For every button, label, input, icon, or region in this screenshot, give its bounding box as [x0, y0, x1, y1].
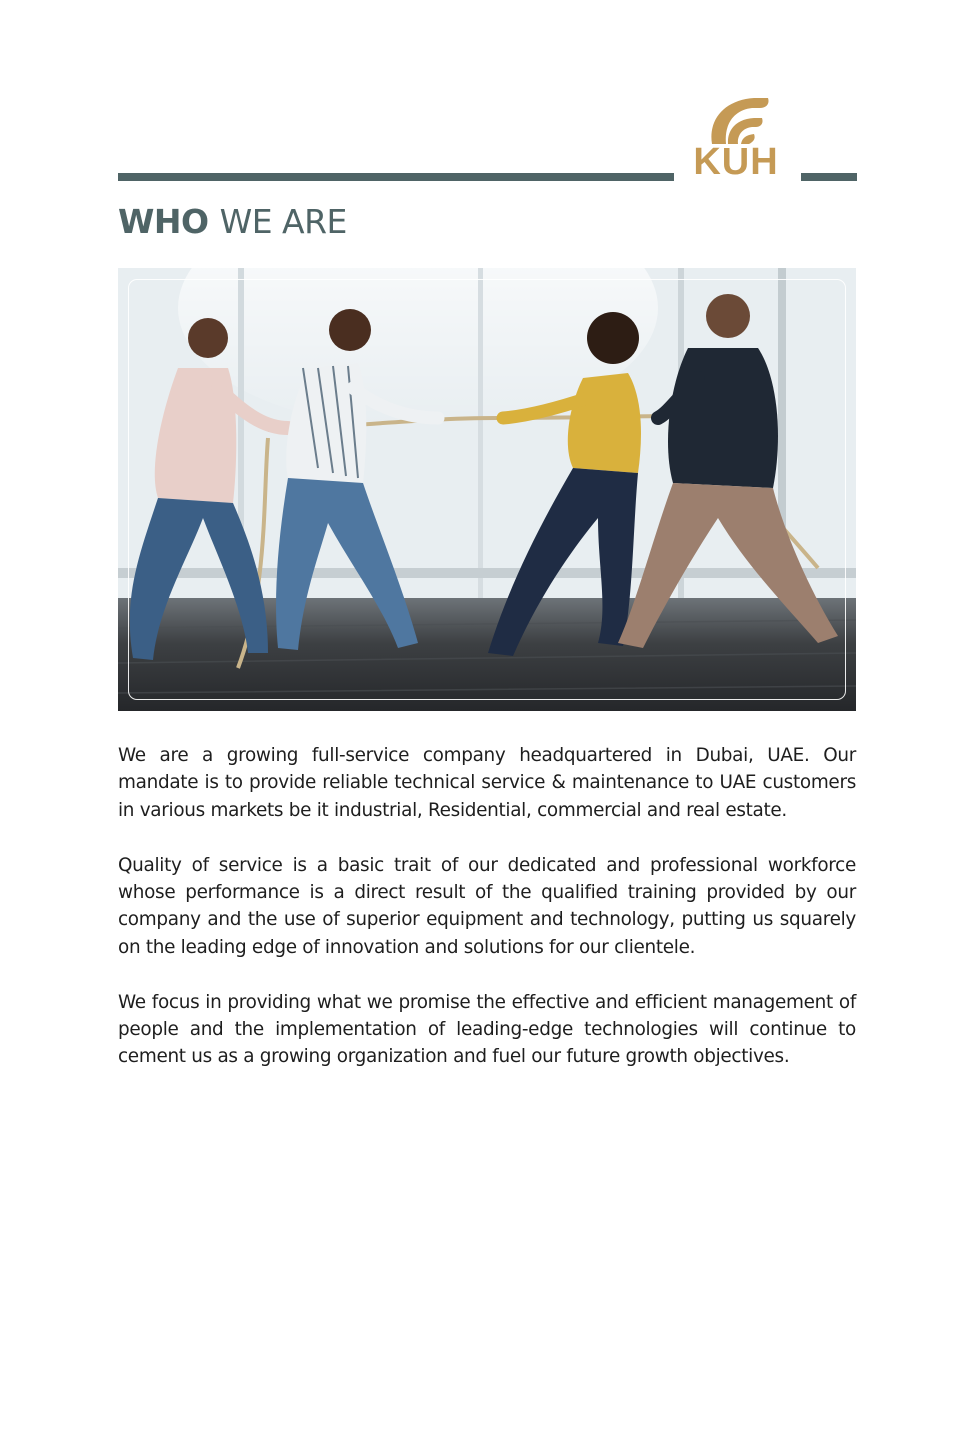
paragraph-intro: We are a growing full-service company headquartered in Dubai, UAE. Our mandate is to provide reliable technical service & maintenance to UAE customers in various markets be it industrial, Residential, commercial and real estate.: [118, 745, 856, 821]
title-rest: WE ARE: [219, 202, 347, 241]
team-tug-of-war-illustration: [118, 268, 856, 711]
logo-wordmark: KUH: [693, 141, 779, 183]
paragraph-quality: Quality of service is a basic trait of our dedicated and professional workforce whose performance is a direct result of the qualified training provided by our company and the use of superior equipment and technology, putting us squarely on the leading edge of innovation and solutions for our clientele.: [118, 854, 856, 958]
page-title: [118, 200, 347, 244]
paragraph-focus: We focus in providing what we promise the effective and efficient management of people and the implementation of leading-edge technologies will continue to cement us as a growing organization and fuel our future growth objectives.: [118, 991, 856, 1068]
logo-mark-icon: [702, 94, 772, 146]
body-text: [118, 742, 856, 1071]
header-rule-right: [801, 173, 857, 181]
title-bold-word: WHO: [118, 202, 209, 241]
header-rule-left: [118, 173, 674, 181]
team-photo: [118, 268, 856, 711]
company-logo: [686, 94, 786, 186]
